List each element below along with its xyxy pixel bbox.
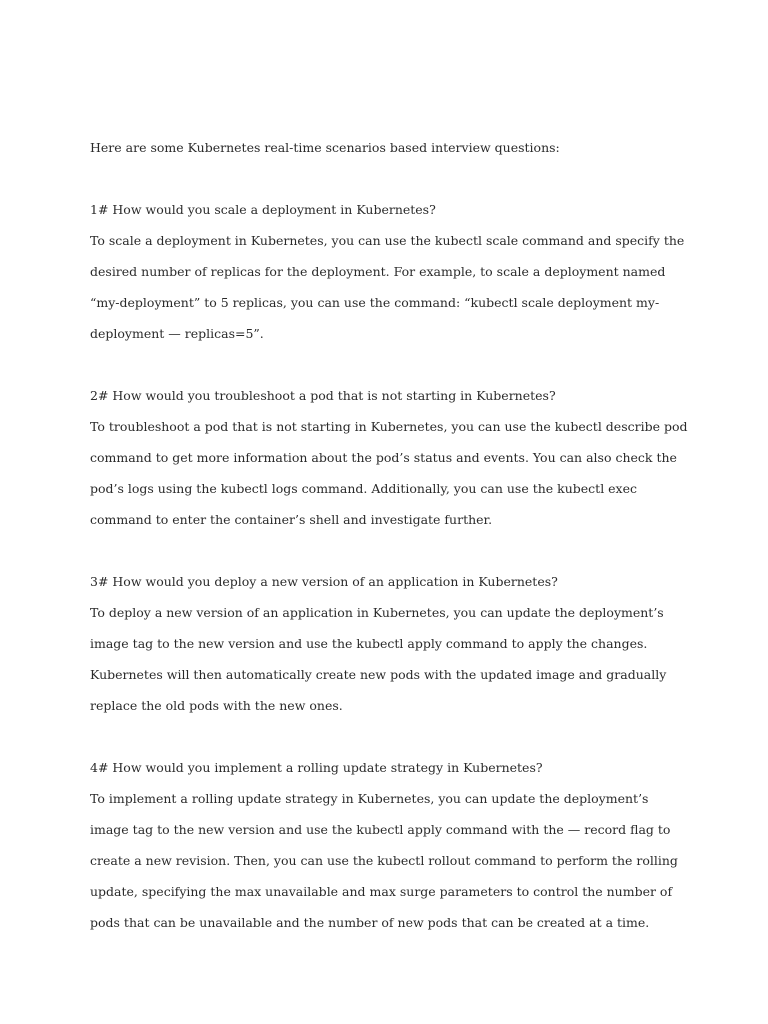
qa-item-2 [90, 380, 690, 535]
document-body [90, 132, 690, 969]
answer-2: To troubleshoot a pod that is not starting in Kubernetes, you can use the kubectl describe pod command to get more information about the pod’s status and events. You can also check the pod’s logs using the kubectl logs command. Additionally, you can use the kubectl exec command to enter the container’s shell and investigate further. [90, 419, 688, 527]
question-3: 3# How would you deploy a new version of an application in Kubernetes? [90, 574, 558, 589]
question-1: 1# How would you scale a deployment in Kubernetes? [90, 202, 436, 217]
qa-item-1 [90, 194, 690, 349]
answer-1: To scale a deployment in Kubernetes, you can use the kubectl scale command and specify the desired number of replicas for the deployment. For example, to scale a deployment named “my-deployment” to 5 replicas, you can use the command: “kubectl scale deployment my-deployment — replicas=5”. [90, 233, 685, 341]
answer-3: To deploy a new version of an application in Kubernetes, you can update the deployment’s image tag to the new version and use the kubectl apply command to apply the changes. Kubernetes will then automatically create new pods with the updated image and gradually replace the old pods with the new ones. [90, 605, 667, 713]
question-4: 4# How would you implement a rolling update strategy in Kubernetes? [90, 760, 543, 775]
qa-item-4 [90, 752, 690, 938]
question-2: 2# How would you troubleshoot a pod that is not starting in Kubernetes? [90, 388, 556, 403]
qa-item-3 [90, 566, 690, 721]
intro-paragraph: Here are some Kubernetes real-time scenarios based interview questions: [90, 140, 560, 155]
answer-4: To implement a rolling update strategy in Kubernetes, you can update the deployment’s image tag to the new version and use the kubectl apply command with the — record flag to create a new revision. Then, you can use the kubectl rollout command to perform the rolling update, specifying the max unavailable and max surge parameters to control the number of pods that can be unavailable and the number of new pods that can be created at a time. [90, 791, 678, 930]
